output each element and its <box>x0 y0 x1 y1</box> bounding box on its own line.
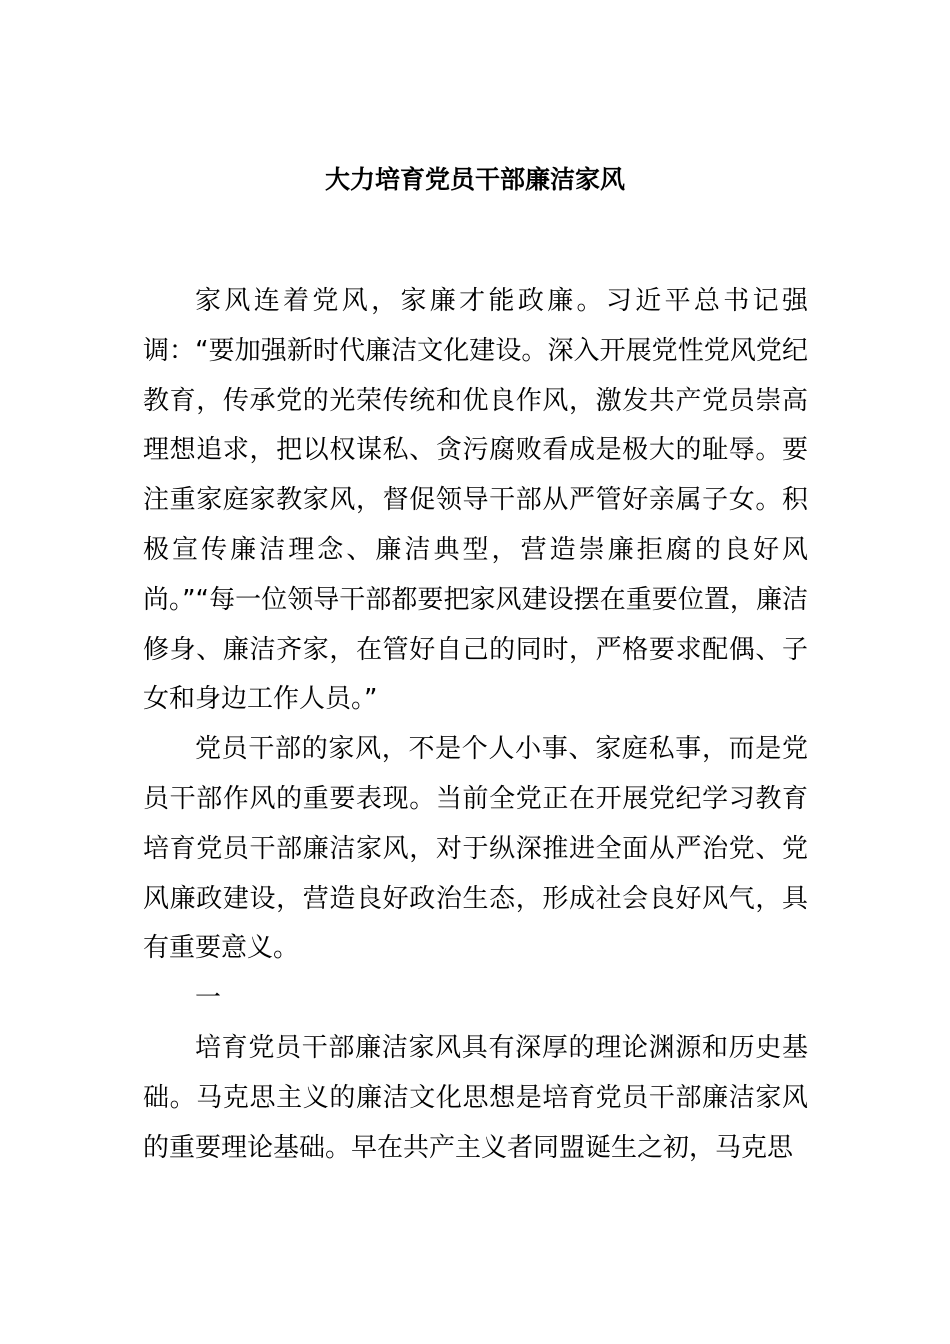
paragraph-3: 培育党员干部廉洁家风具有深厚的理论渊源和历史基础。马克思主义的廉洁文化思想是培育党员干部廉洁家风的重要理论基础。早在共产主义者同盟诞生之初，马克思 <box>143 1032 808 1163</box>
document-body <box>143 277 808 1173</box>
document-title: 大力培育党员干部廉洁家风 <box>324 165 625 194</box>
section-number: 一 <box>195 983 222 1014</box>
paragraph-2: 党员干部的家风，不是个人小事、家庭私事，而是党员干部作风的重要表现。当前全党正在开展党纪学习教育培育党员干部廉洁家风，对于纵深推进全面从严治党、党风廉政建设，营造良好政治生态，形成社会良好风气，具有重要意义。 <box>143 734 808 964</box>
paragraph-1: 家风连着党风，家廉才能政廉。习近平总书记强调：“要加强新时代廉洁文化建设。深入开展党性党风党纪教育，传承党的光荣传统和优良作风，激发共产党员崇高理想追求，把以权谋私、贪污腐败看成是极大的耻辱。要注重家庭家教家风，督促领导干部从严管好亲属子女。积极宣传廉洁理念、廉洁典型，营造崇廉拒腐的良好风尚。”“每一位领导干部都要把家风建设摆在重要位置，廉洁修身、廉洁齐家，在管好自己的同时，严格要求配偶、子女和身边工作人员。” <box>143 286 808 715</box>
